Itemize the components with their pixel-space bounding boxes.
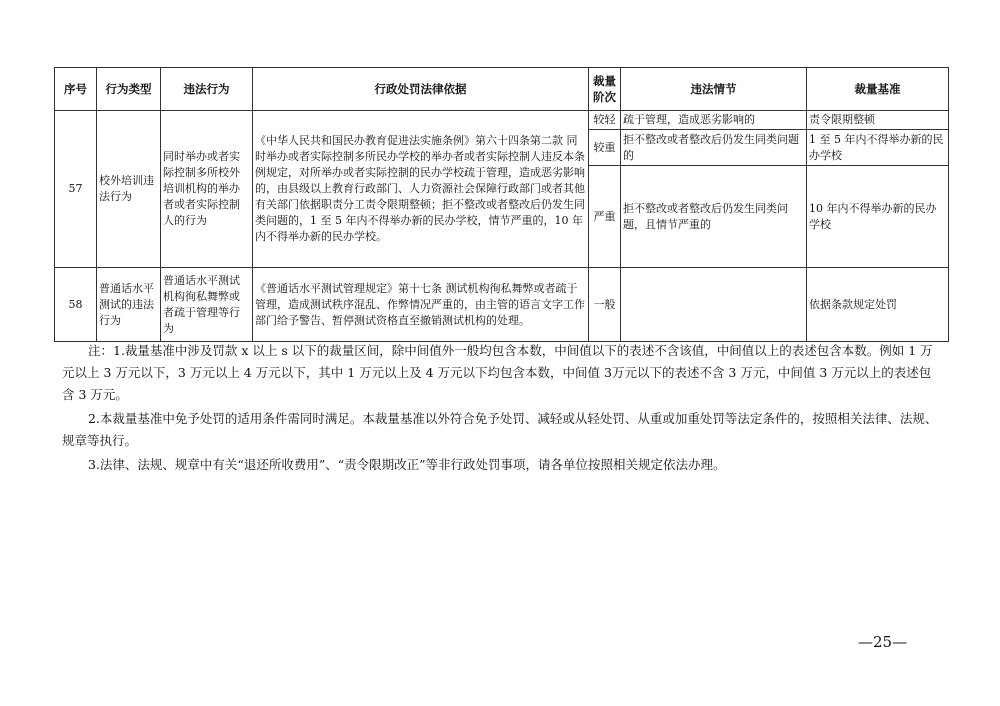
behavior-type: 普通话水平测试的违法行为 — [97, 268, 161, 342]
note-1: 注：1.裁量基准中涉及罚款 x 以上 s 以下的裁量区间，除中间值外一般均包含本数，中间值以下的表述不含该值，中间值以上的表述包含本数。例如 1 万元以上 3 万元以下，3 万元以上 4 万元以下，其中 1 万元以上及 4 万元以下均包含本数，中间值 3万元以下的表述不含 3 万元，中间值 3 万元以上的表述包含 3 万元。 — [62, 343, 933, 402]
header-grade: 裁量阶次 — [589, 68, 621, 111]
table-row — [55, 268, 949, 342]
header-type: 行为类型 — [97, 68, 161, 111]
violation-situation: 拒不整改或者整改后仍发生同类问题的 — [621, 130, 807, 166]
violation-act: 普通话水平测试机构徇私舞弊或者疏于管理等行为 — [161, 268, 253, 342]
header-situation: 违法情节 — [621, 68, 807, 111]
row-number: 58 — [55, 268, 97, 342]
header-no: 序号 — [55, 68, 97, 111]
discretion-standard: 1 至 5 年内不得举办新的民办学校 — [807, 130, 949, 166]
violation-situation: 疏于管理，造成恶劣影响的 — [621, 111, 807, 130]
table-header-row — [55, 68, 949, 111]
note-3: 3.法律、法规、规章中有关“退还所收费用”、“责令限期改正”等非行政处罚事项，请各单位按照相关规定依法办理。 — [88, 457, 726, 472]
discretion-grade: 较重 — [589, 130, 621, 166]
discretion-standard: 依据条款规定处罚 — [807, 268, 949, 342]
header-act: 违法行为 — [161, 68, 253, 111]
note-2: 2.本裁量基准中免予处罚的适用条件需同时满足。本裁量基准以外符合免予处罚、减轻或从轻处罚、从重或加重处罚等法定条件的，按照相关法律、法规、规章等执行。 — [62, 411, 938, 448]
header-standard: 裁量基准 — [807, 68, 949, 111]
penalty-discretion-table — [54, 67, 949, 342]
page-number: —25— — [858, 633, 908, 651]
table-row — [55, 111, 949, 130]
violation-situation: 拒不整改或者整改后仍发生同类问题，且情节严重的 — [621, 166, 807, 268]
header-basis: 行政处罚法律依据 — [253, 68, 589, 111]
legal-basis: 《普通话水平测试管理规定》第十七条 测试机构徇私舞弊或者疏于管理，造成测试秩序混乱、作弊情况严重的，由主管的语言文字工作部门给予警告、暂停测试资格直至撤销测试机构的处理。 — [253, 268, 589, 342]
discretion-grade: 一般 — [589, 268, 621, 342]
discretion-standard: 责令限期整顿 — [807, 111, 949, 130]
behavior-type: 校外培训违法行为 — [97, 111, 161, 268]
row-number: 57 — [55, 111, 97, 268]
footnotes — [62, 340, 942, 478]
violation-situation — [621, 268, 807, 342]
discretion-grade: 较轻 — [589, 111, 621, 130]
violation-act: 同时举办或者实际控制多所校外培训机构的举办者或者实际控制人的行为 — [161, 111, 253, 268]
discretion-standard: 10 年内不得举办新的民办学校 — [807, 166, 949, 268]
legal-basis: 《中华人民共和国民办教育促进法实施条例》第六十四条第二款 同时举办或者实际控制多所民办学校的举办者或者实际控制人违反本条例规定，对所举办或者实际控制的民办学校疏于管理，造成恶劣影响的，由县级以上教育行政部门、人力资源社会保障行政部门或者其他有关部门依据职责分工责令限期整顿；拒不整改或者整改后仍发生同类问题的，1 至 5 年内不得举办新的民办学校，情节严重的，10 年内不得举办新的民办学校。 — [253, 111, 589, 268]
discretion-grade: 严重 — [589, 166, 621, 268]
